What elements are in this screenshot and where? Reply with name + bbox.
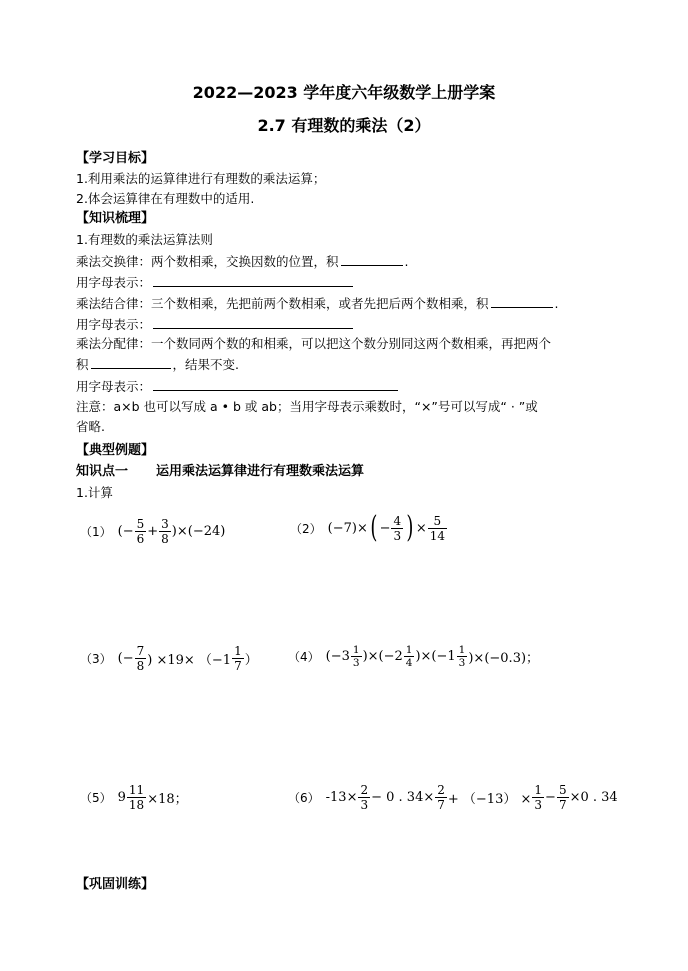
- fraction: $\frac{5}{6}$: [136, 517, 145, 546]
- knowledge-point-label: 知识点一: [76, 464, 129, 479]
- problem-label: （2）: [290, 521, 322, 536]
- math-text: (−: [117, 651, 134, 666]
- letter-label: 用字母表示：: [76, 317, 152, 332]
- fraction: $\frac{1}{3}$: [534, 783, 543, 812]
- problem-3: [80, 644, 258, 673]
- letter-expression-row: [76, 377, 400, 396]
- fraction: $\frac{7}{8}$: [136, 644, 145, 673]
- math-text: −: [545, 790, 556, 805]
- math-text: ×18；: [147, 792, 188, 807]
- knowledge-point-title: 运用乘法运算律进行有理数乘法运算: [156, 464, 365, 479]
- answer-blank[interactable]: [153, 273, 353, 287]
- objective-item: 2.体会运算律在有理数中的适用.: [76, 191, 255, 206]
- letter-label: 用字母表示：: [76, 379, 152, 394]
- associative-law: [76, 294, 559, 313]
- math-text: ）: [244, 653, 258, 668]
- fraction: $\frac{5}{7}$: [558, 783, 567, 812]
- math-text: )×(−2: [362, 649, 403, 664]
- math-text: 9: [117, 790, 126, 805]
- math-text: (−3: [325, 649, 350, 664]
- associative-text: 乘法结合律：三个数相乘，先把前两个数相乘，或者先把后两个数相乘，积: [76, 296, 489, 311]
- letter-expression-row: [76, 273, 355, 292]
- problem-5: [80, 783, 188, 812]
- math-text: (−7)×: [327, 520, 368, 536]
- task-label: 1.计算: [76, 485, 113, 500]
- math-text: ×: [415, 520, 427, 536]
- answer-blank[interactable]: [91, 355, 171, 369]
- fraction: $\frac{1}{3}$: [352, 644, 360, 669]
- practice-heading: 【巩固训练】: [76, 877, 155, 892]
- fraction: $\frac{4}{3}$: [393, 513, 402, 543]
- distributive-text: 积: [76, 357, 89, 372]
- fraction: $\frac{5}{14}$: [429, 513, 446, 543]
- problem-4: [288, 644, 539, 669]
- problem-label: （4）: [288, 650, 320, 664]
- answer-blank[interactable]: [153, 377, 398, 391]
- distributive-law-continued: [76, 355, 239, 374]
- period: .: [554, 296, 559, 311]
- page-subtitle: 2.7 有理数的乘法（2）: [257, 116, 431, 135]
- distributive-text: ，结果不变.: [172, 357, 239, 372]
- answer-blank[interactable]: [341, 252, 403, 266]
- math-text: )×(−0.3)；: [468, 651, 540, 666]
- problem-2: [290, 510, 448, 545]
- objectives-heading: 【学习目标】: [76, 151, 155, 166]
- math-text: (−24): [187, 524, 226, 539]
- answer-blank[interactable]: [153, 315, 353, 329]
- problem-label: （5）: [80, 791, 112, 805]
- commutative-text: 乘法交换律：两个数相乘，交换因数的位置，积: [76, 254, 339, 269]
- big-paren: (: [370, 510, 378, 545]
- math-text: ×0 . 34: [569, 790, 618, 805]
- big-paren: ): [406, 510, 414, 545]
- math-text: −: [379, 520, 391, 536]
- math-text: (−: [117, 524, 134, 539]
- commutative-law: [76, 252, 409, 271]
- answer-blank[interactable]: [491, 294, 553, 308]
- objective-item: 1.利用乘法的运算律进行有理数的乘法运算；: [76, 171, 326, 186]
- problem-1: [80, 517, 225, 546]
- knowledge-point: [76, 463, 364, 481]
- math-text: + （−13） ×: [447, 792, 532, 807]
- math-text: -13×: [325, 790, 358, 805]
- problem-label: （1）: [80, 525, 112, 539]
- note-line: 省略.: [76, 419, 105, 434]
- letter-label: 用字母表示：: [76, 275, 152, 290]
- math-text: − 0 . 34×: [371, 790, 435, 805]
- fraction: $\frac{1}{7}$: [234, 644, 242, 673]
- page-title: 2022—2023 学年度六年级数学上册学案: [192, 83, 496, 102]
- fraction: $\frac{3}{8}$: [161, 517, 169, 546]
- note-line: 注意：a×b 也可以写成 a • b 或 ab；当用字母表示乘数时，“×”号可以写成“ · ”或: [76, 399, 538, 414]
- knowledge-intro: 1.有理数的乘法运算法则: [76, 232, 213, 247]
- fraction: $\frac{1}{4}$: [405, 644, 413, 669]
- examples-heading: 【典型例题】: [76, 443, 155, 458]
- fraction: $\frac{1}{3}$: [458, 644, 466, 669]
- knowledge-heading: 【知识梳理】: [76, 211, 155, 226]
- math-text: )×: [171, 524, 188, 539]
- problem-6: [288, 783, 618, 812]
- distributive-law: 乘法分配律：一个数同两个数的和相乘，可以把这个数分别同这两个数相乘，再把两个: [76, 336, 552, 351]
- math-text: +: [147, 524, 159, 539]
- fraction: $\frac{2}{7}$: [437, 783, 445, 812]
- fraction: $\frac{2}{3}$: [360, 783, 369, 812]
- fraction: $\frac{11}{18}$: [128, 783, 145, 812]
- math-text: )×(−1: [415, 649, 456, 664]
- period: .: [404, 254, 409, 269]
- letter-expression-row: [76, 315, 355, 334]
- problem-label: （6）: [288, 791, 320, 805]
- math-text: ) ×19× （−1: [147, 653, 232, 668]
- problem-label: （3）: [80, 652, 112, 666]
